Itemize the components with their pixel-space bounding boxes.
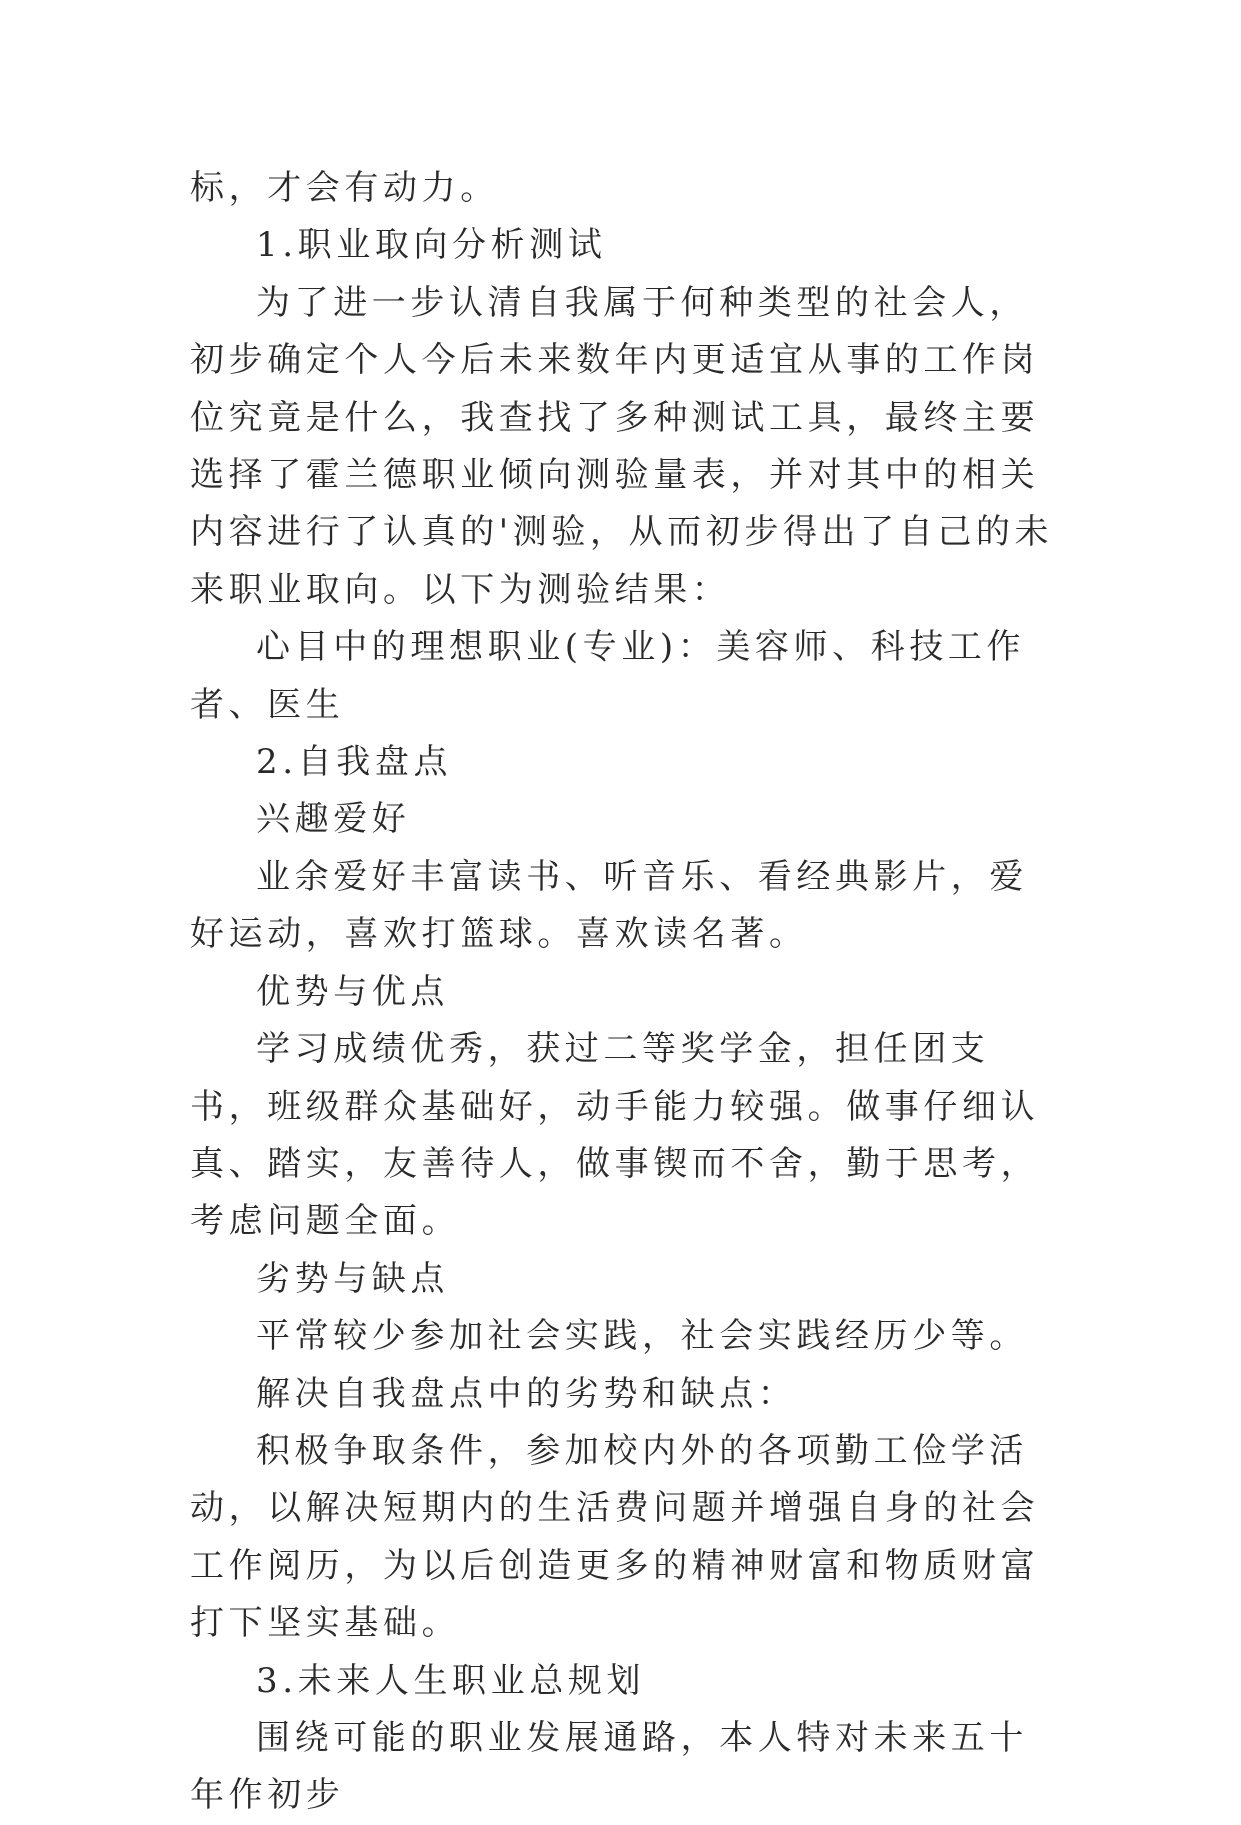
paragraph-continuation: 标，才会有动力。 bbox=[190, 168, 499, 208]
paragraph-solutions: 积极争取条件，参加校内外的各项勤工俭学活动，以解决短期内的生活费问题并增强自身的社会工作阅历，为以后创造更多的精神财富和物质财富打下坚实基础。 bbox=[190, 1430, 1040, 1644]
heading-career-orientation-test: 1.职业取向分析测试 bbox=[256, 225, 607, 266]
heading-career-plan: 3.未来人生职业总规划 bbox=[256, 1660, 646, 1701]
subheading-interests: 兴趣爱好 bbox=[256, 799, 411, 840]
document-page bbox=[190, 160, 1060, 1825]
paragraph-ideal-career: 心目中的理想职业(专业)：美容师、科技工作者、医生 bbox=[190, 627, 1026, 725]
subheading-strengths: 优势与优点 bbox=[256, 971, 449, 1012]
heading-self-inventory: 2.自我盘点 bbox=[256, 742, 453, 783]
subheading-weaknesses: 劣势与缺点 bbox=[256, 1258, 449, 1299]
paragraph-test-description: 为了进一步认清自我属于何种类型的社会人，初步确定个人今后未来数年内更适宜从事的工作岗位究竟是什么，我查找了多种测试工具，最终主要选择了霍兰德职业倾向测验量表，并对其中的相关内容进行了认真的'测验，从而初步得出了自己的未来职业取向。以下为测验结果： bbox=[190, 282, 1054, 610]
paragraph-interests: 业余爱好丰富读书、听音乐、看经典影片，爱好运动，喜欢打篮球。喜欢读名著。 bbox=[190, 856, 1028, 955]
paragraph-strengths: 学习成绩优秀，获过二等奖学金，担任团支书，班级群众基础好，动手能力较强。做事仔细认真、踏实，友善待人，做事锲而不舍，勤于思考，考虑问题全面。 bbox=[190, 1029, 1040, 1242]
paragraph-career-plan: 围绕可能的职业发展通路，本人特对未来五十年作初步 bbox=[190, 1717, 1028, 1816]
paragraph-weaknesses: 平常较少参加社会实践，社会实践经历少等。 bbox=[256, 1316, 1028, 1357]
subheading-solutions: 解决自我盘点中的劣势和缺点： bbox=[256, 1373, 797, 1414]
